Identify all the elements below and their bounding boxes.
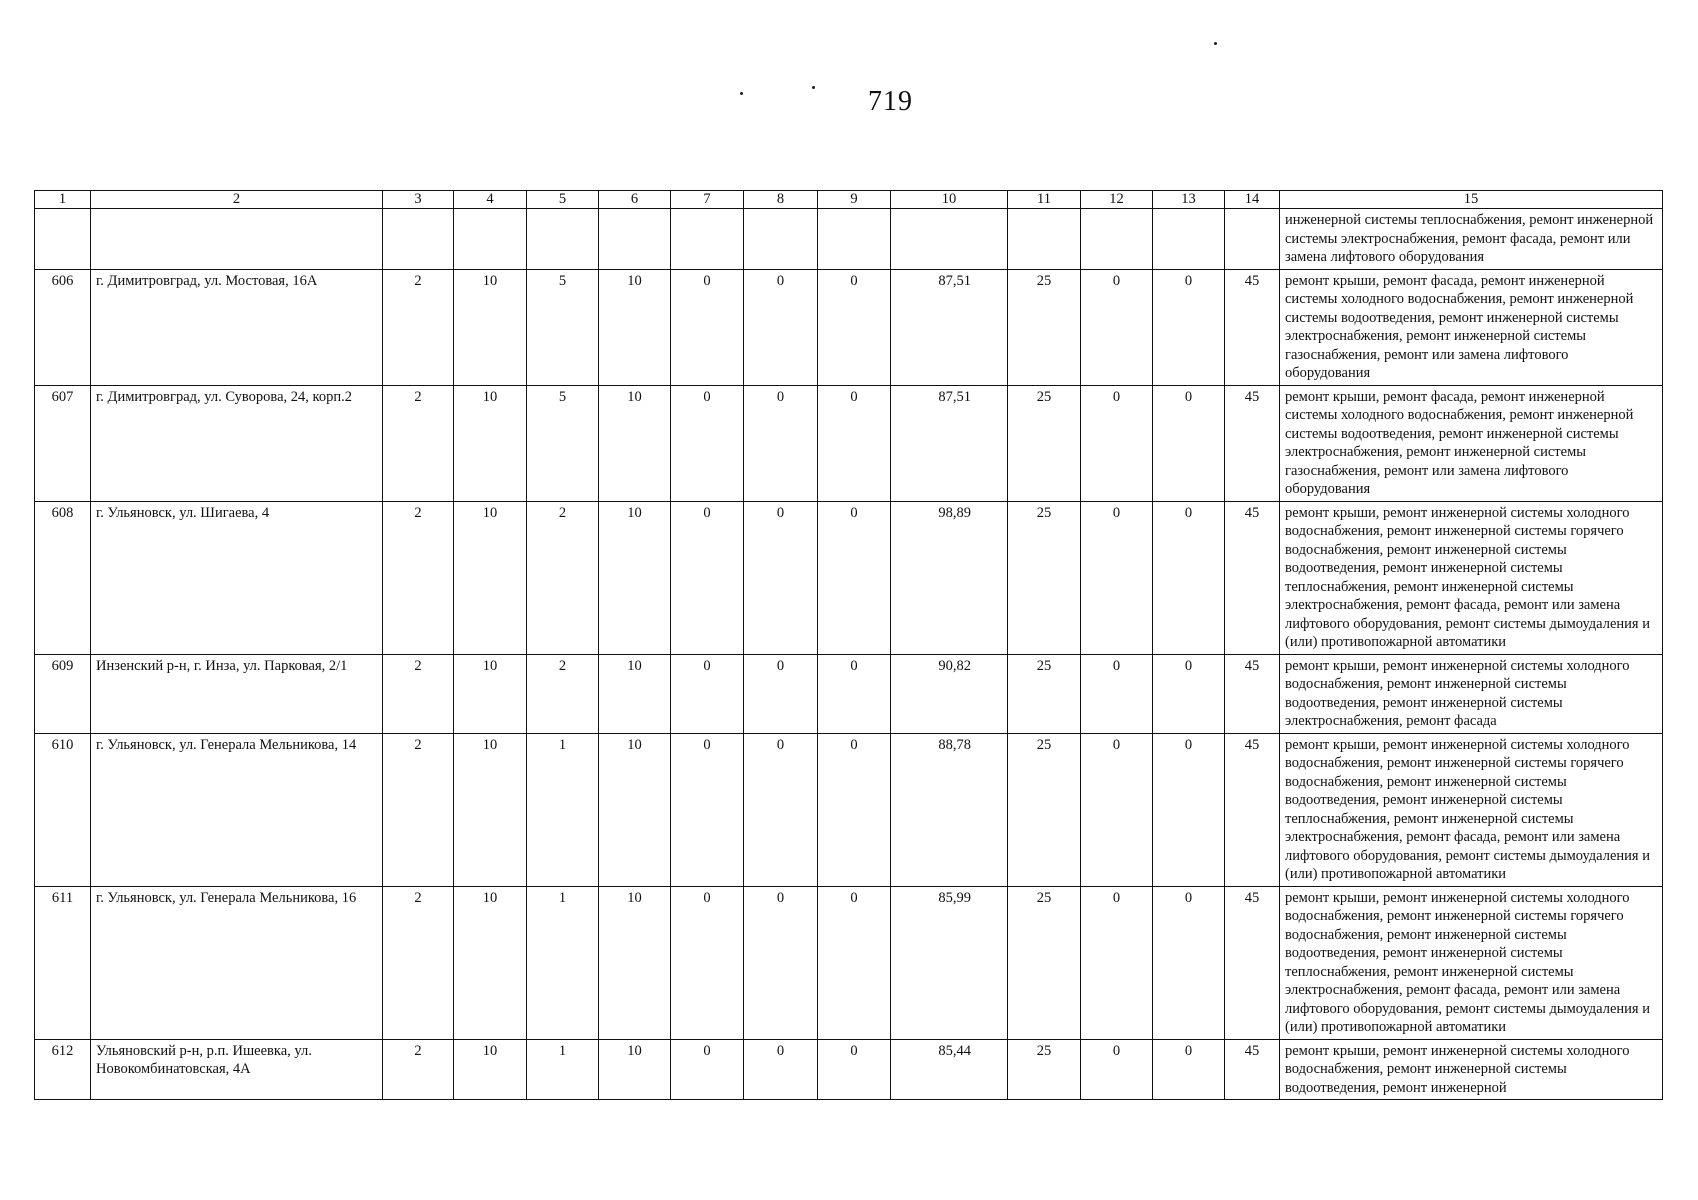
- row-number-cell: 610: [35, 733, 91, 886]
- value-cell: 0: [1081, 269, 1153, 385]
- value-cell: 2: [383, 654, 454, 733]
- value-cell: 10: [454, 733, 527, 886]
- works-cell: ремонт крыши, ремонт инженерной системы холодного водоснабжения, ремонт инженерной системы горячего водоснабжения, ремонт инженерной системы водоотведения, ремонт инженерной системы теплоснабжения, ремонт инженерной системы электроснабжения, ремонт фасада, ремонт или замена лифтового оборудования, ремонт системы дымоудаления и (или) противопожарной автоматики: [1280, 886, 1663, 1039]
- value-cell: 0: [744, 501, 818, 654]
- value-cell: 0: [1153, 385, 1225, 501]
- value-cell: 0: [671, 501, 744, 654]
- table-row: [35, 1039, 1663, 1100]
- value-cell: 10: [454, 501, 527, 654]
- row-number-cell: 607: [35, 385, 91, 501]
- address-cell: Ульяновский р-н, р.п. Ишеевка, ул. Новокомбинатовская, 4А: [91, 1039, 383, 1100]
- column-header: 6: [599, 191, 671, 209]
- works-cell: ремонт крыши, ремонт инженерной системы холодного водоснабжения, ремонт инженерной системы водоотведения, ремонт инженерной системы электроснабжения, ремонт фасада: [1280, 654, 1663, 733]
- table-row: [35, 269, 1663, 385]
- column-header: 5: [527, 191, 599, 209]
- value-cell: 45: [1225, 269, 1280, 385]
- value-cell: 2: [383, 733, 454, 886]
- value-cell: 45: [1225, 1039, 1280, 1100]
- value-cell: 0: [744, 1039, 818, 1100]
- value-cell: 45: [1225, 733, 1280, 886]
- column-header: 12: [1081, 191, 1153, 209]
- value-cell: 0: [818, 886, 891, 1039]
- value-cell: 0: [744, 269, 818, 385]
- value-cell: 10: [599, 501, 671, 654]
- value-cell: 1: [527, 886, 599, 1039]
- value-cell: 0: [818, 733, 891, 886]
- address-cell: г. Ульяновск, ул. Генерала Мельникова, 16: [91, 886, 383, 1039]
- value-cell: 2: [527, 654, 599, 733]
- value-cell: 0: [1081, 886, 1153, 1039]
- column-header: 4: [454, 191, 527, 209]
- value-cell: 0: [818, 654, 891, 733]
- value-cell: 5: [527, 269, 599, 385]
- column-header: 3: [383, 191, 454, 209]
- value-cell: 10: [454, 886, 527, 1039]
- value-cell: 25: [1008, 1039, 1081, 1100]
- value-cell: 2: [527, 501, 599, 654]
- column-header: 13: [1153, 191, 1225, 209]
- value-cell: 10: [454, 269, 527, 385]
- value-cell: 0: [1081, 1039, 1153, 1100]
- value-cell: 87,51: [891, 385, 1008, 501]
- value-cell: 0: [744, 733, 818, 886]
- table-row: [35, 385, 1663, 501]
- value-cell: 25: [1008, 733, 1081, 886]
- continuation-row: [35, 209, 1663, 270]
- value-cell: 90,82: [891, 654, 1008, 733]
- value-cell: 0: [1153, 733, 1225, 886]
- value-cell: 0: [818, 501, 891, 654]
- value-cell: 10: [599, 1039, 671, 1100]
- value-cell: 85,99: [891, 886, 1008, 1039]
- value-cell: 0: [671, 886, 744, 1039]
- works-cell: ремонт крыши, ремонт фасада, ремонт инженерной системы холодного водоснабжения, ремонт инженерной системы водоотведения, ремонт инженерной системы электроснабжения, ремонт инженерной системы газоснабжения, ремонт или замена лифтового оборудования: [1280, 385, 1663, 501]
- column-header: 9: [818, 191, 891, 209]
- value-cell: 45: [1225, 886, 1280, 1039]
- value-cell: 0: [744, 654, 818, 733]
- row-number-cell: 608: [35, 501, 91, 654]
- value-cell: 0: [671, 269, 744, 385]
- table-row: [35, 886, 1663, 1039]
- value-cell: 0: [1081, 501, 1153, 654]
- works-cell: инженерной системы теплоснабжения, ремонт инженерной системы электроснабжения, ремонт фасада, ремонт или замена лифтового оборудования: [1280, 209, 1663, 270]
- value-cell: 0: [744, 385, 818, 501]
- row-number-cell: 606: [35, 269, 91, 385]
- column-number-row: [35, 191, 1663, 209]
- value-cell: 45: [1225, 385, 1280, 501]
- value-cell: 0: [1081, 385, 1153, 501]
- value-cell: 25: [1008, 501, 1081, 654]
- table-row: [35, 654, 1663, 733]
- value-cell: 0: [671, 733, 744, 886]
- table-body: [35, 269, 1663, 1100]
- value-cell: 2: [383, 385, 454, 501]
- value-cell: 88,78: [891, 733, 1008, 886]
- value-cell: 0: [744, 886, 818, 1039]
- value-cell: 0: [671, 385, 744, 501]
- column-header: 7: [671, 191, 744, 209]
- column-header: 15: [1280, 191, 1663, 209]
- column-header: 10: [891, 191, 1008, 209]
- value-cell: 0: [1153, 269, 1225, 385]
- works-cell: ремонт крыши, ремонт фасада, ремонт инженерной системы холодного водоснабжения, ремонт инженерной системы водоотведения, ремонт инженерной системы электроснабжения, ремонт инженерной системы газоснабжения, ремонт или замена лифтового оборудования: [1280, 269, 1663, 385]
- repair-program-table: [34, 190, 1663, 1100]
- value-cell: 25: [1008, 269, 1081, 385]
- value-cell: 0: [1153, 1039, 1225, 1100]
- value-cell: 45: [1225, 654, 1280, 733]
- value-cell: 85,44: [891, 1039, 1008, 1100]
- scan-speck: [1214, 42, 1217, 45]
- value-cell: 10: [454, 385, 527, 501]
- scan-speck: [740, 92, 743, 95]
- value-cell: 1: [527, 733, 599, 886]
- value-cell: 0: [1153, 501, 1225, 654]
- value-cell: 10: [454, 654, 527, 733]
- column-header: 8: [744, 191, 818, 209]
- address-cell: г. Димитровград, ул. Мостовая, 16А: [91, 269, 383, 385]
- value-cell: 25: [1008, 385, 1081, 501]
- value-cell: 25: [1008, 654, 1081, 733]
- value-cell: 0: [1153, 886, 1225, 1039]
- table-row: [35, 733, 1663, 886]
- value-cell: 10: [599, 654, 671, 733]
- value-cell: 2: [383, 269, 454, 385]
- row-number-cell: 611: [35, 886, 91, 1039]
- value-cell: 2: [383, 886, 454, 1039]
- works-cell: ремонт крыши, ремонт инженерной системы холодного водоснабжения, ремонт инженерной системы горячего водоснабжения, ремонт инженерной системы водоотведения, ремонт инженерной системы теплоснабжения, ремонт инженерной системы электроснабжения, ремонт фасада, ремонт или замена лифтового оборудования, ремонт системы дымоудаления и (или) противопожарной автоматики: [1280, 733, 1663, 886]
- value-cell: 0: [1153, 654, 1225, 733]
- value-cell: 0: [818, 1039, 891, 1100]
- value-cell: 2: [383, 1039, 454, 1100]
- value-cell: 98,89: [891, 501, 1008, 654]
- address-cell: г. Ульяновск, ул. Шигаева, 4: [91, 501, 383, 654]
- value-cell: 25: [1008, 886, 1081, 1039]
- row-number-cell: 609: [35, 654, 91, 733]
- value-cell: 87,51: [891, 269, 1008, 385]
- value-cell: 45: [1225, 501, 1280, 654]
- table-row: [35, 501, 1663, 654]
- column-header: 1: [35, 191, 91, 209]
- column-header: 2: [91, 191, 383, 209]
- value-cell: 5: [527, 385, 599, 501]
- value-cell: 10: [454, 1039, 527, 1100]
- address-cell: г. Ульяновск, ул. Генерала Мельникова, 14: [91, 733, 383, 886]
- value-cell: 10: [599, 886, 671, 1039]
- value-cell: 10: [599, 269, 671, 385]
- scan-speck: [812, 86, 815, 89]
- value-cell: 1: [527, 1039, 599, 1100]
- address-cell: Инзенский р-н, г. Инза, ул. Парковая, 2/1: [91, 654, 383, 733]
- value-cell: 10: [599, 385, 671, 501]
- works-cell: ремонт крыши, ремонт инженерной системы холодного водоснабжения, ремонт инженерной системы водоотведения, ремонт инженерной: [1280, 1039, 1663, 1100]
- address-cell: г. Димитровград, ул. Суворова, 24, корп.2: [91, 385, 383, 501]
- value-cell: 0: [1081, 733, 1153, 886]
- value-cell: 10: [599, 733, 671, 886]
- value-cell: 0: [818, 385, 891, 501]
- value-cell: 0: [671, 654, 744, 733]
- page-number: 719: [868, 86, 913, 117]
- value-cell: 0: [818, 269, 891, 385]
- column-header: 11: [1008, 191, 1081, 209]
- row-number-cell: 612: [35, 1039, 91, 1100]
- value-cell: 0: [671, 1039, 744, 1100]
- value-cell: 2: [383, 501, 454, 654]
- works-cell: ремонт крыши, ремонт инженерной системы холодного водоснабжения, ремонт инженерной системы горячего водоснабжения, ремонт инженерной системы водоотведения, ремонт инженерной системы теплоснабжения, ремонт инженерной системы электроснабжения, ремонт фасада, ремонт или замена лифтового оборудования, ремонт системы дымоудаления и (или) противопожарной автоматики: [1280, 501, 1663, 654]
- value-cell: 0: [1081, 654, 1153, 733]
- column-header: 14: [1225, 191, 1280, 209]
